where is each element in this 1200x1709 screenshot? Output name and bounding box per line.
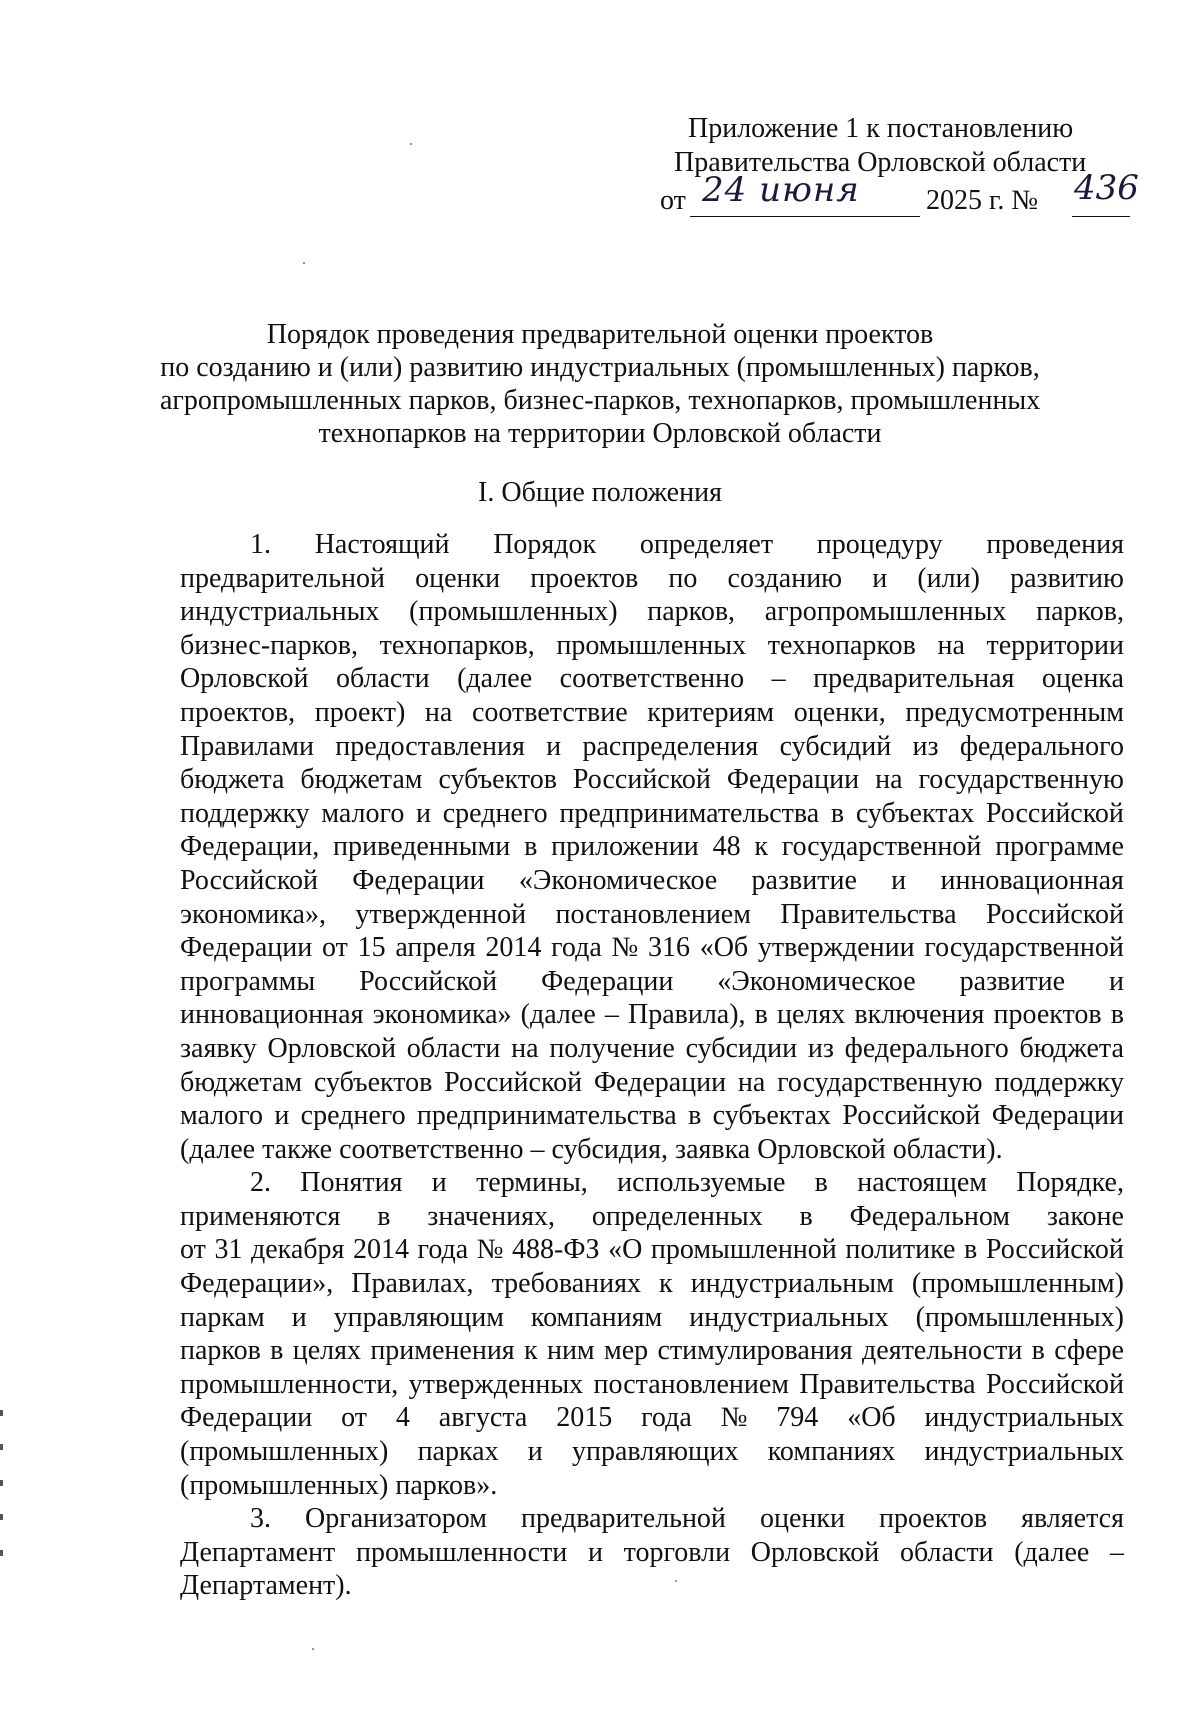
text-line: бюджета бюджетам субъектов Российской Федерации на государственную — [180, 764, 1124, 796]
section-heading: I. Общие положения — [478, 477, 722, 508]
text-line: поддержку малого и среднего предпринимательства в субъектах Российской — [180, 797, 1124, 829]
text-line: паркам и управляющим компаниям индустриальных (промышленных) — [180, 1301, 1124, 1333]
paragraph-1 — [180, 528, 1124, 1166]
text-line: Правилами предоставления и распределения субсидий из федерального — [180, 730, 1124, 762]
text-line: 2. Понятия и термины, используемые в настоящем Порядке, — [250, 1167, 1124, 1199]
text-line: бюджетам субъектов Российской Федерации на государственную поддержку — [180, 1066, 1124, 1098]
text-line: Орловской области (далее соответственно – предварительная оценка — [180, 663, 1124, 695]
text-line: заявку Орловской области на получение субсидии из федерального бюджета — [180, 1032, 1124, 1064]
text-line: Российской Федерации «Экономическое развитие и инновационная — [180, 864, 1124, 896]
text-line: проектов, проект) на соответствие критериям оценки, предусмотренным — [180, 696, 1124, 728]
appendix-line-2: Правительства Орловской области — [674, 147, 1087, 178]
title-line: технопарков на территории Орловской области — [318, 418, 882, 449]
date-field — [690, 170, 920, 217]
text-line: индустриальных (промышленных) парков, агропромышленных парков, — [180, 596, 1124, 628]
text-line: парков в целях применения к ним мер стимулирования деятельности в сфере — [180, 1335, 1124, 1367]
from-label: от — [660, 185, 686, 216]
text-line: малого и среднего предпринимательства в субъектах Российской Федерации — [180, 1100, 1124, 1132]
text-line: бизнес-парков, технопарков, промышленных технопарков на территории — [180, 629, 1124, 661]
text-line: от 31 декабря 2014 года № 488-ФЗ «О промышленной политике в Российской — [180, 1234, 1124, 1266]
title-line: по созданию и (или) развитию индустриальных (промышленных) парков, — [160, 352, 1040, 383]
text-line: 3. Организатором предварительной оценки проектов является — [250, 1503, 1124, 1535]
number-field — [1072, 168, 1139, 217]
text-line: применяются в значениях, определенных в Федеральном законе — [180, 1200, 1124, 1232]
year-label: 2025 г. № — [926, 185, 1039, 216]
handwritten-date: 24 июня — [702, 170, 860, 210]
title-line: агропромышленных парков, бизнес-парков, технопарков, промышленных — [160, 385, 1041, 416]
text-line: (промышленных) парков». — [180, 1469, 498, 1501]
text-line: (промышленных) парках и управляющих компаниях индустриальных — [180, 1436, 1124, 1468]
text-line: Федерации», Правилах, требованиях к индустриальным (промышленным) — [180, 1268, 1124, 1300]
text-line: программы Российской Федерации «Экономическое развитие и — [180, 965, 1124, 997]
paragraph-3 — [180, 1502, 1124, 1603]
text-line: экономика», утвержденной постановлением Правительства Российской — [180, 898, 1124, 930]
text-line: (далее также соответственно – субсидия, заявка Орловской области). — [180, 1133, 1003, 1165]
text-line: Федерации, приведенными в приложении 48 к государственной программе — [180, 831, 1124, 863]
document-title — [160, 318, 1040, 450]
paragraph-2 — [180, 1166, 1124, 1502]
text-line: 1. Настоящий Порядок определяет процедуру проведения — [250, 529, 1124, 560]
scan-speck — [410, 143, 412, 145]
text-line: предварительной оценки проектов по созданию и (или) развитию — [180, 562, 1124, 594]
appendix-line-1: Приложение 1 к постановлению — [688, 113, 1074, 144]
handwritten-number: 436 — [1074, 168, 1139, 208]
body-text — [180, 528, 1124, 1603]
scan-speck — [303, 262, 305, 264]
text-line: промышленности, утвержденных постановлением Правительства Российской — [180, 1368, 1124, 1400]
text-line: Федерации от 15 апреля 2014 года № 316 «Об утверждении государственной — [180, 932, 1124, 964]
title-line: Порядок проведения предварительной оценки проектов — [266, 319, 934, 350]
scan-margin-marks — [0, 1410, 4, 1580]
text-line: Федерации от 4 августа 2015 года № 794 «Об индустриальных — [180, 1402, 1124, 1434]
appendix-date-line — [660, 168, 1139, 222]
text-line: инновационная экономика» (далее – Правила), в целях включения проектов в — [180, 999, 1124, 1031]
text-line: Департамент). — [180, 1570, 352, 1602]
text-line: Департамент промышленности и торговли Орловской области (далее – — [180, 1536, 1124, 1568]
scan-speck — [312, 1648, 314, 1650]
